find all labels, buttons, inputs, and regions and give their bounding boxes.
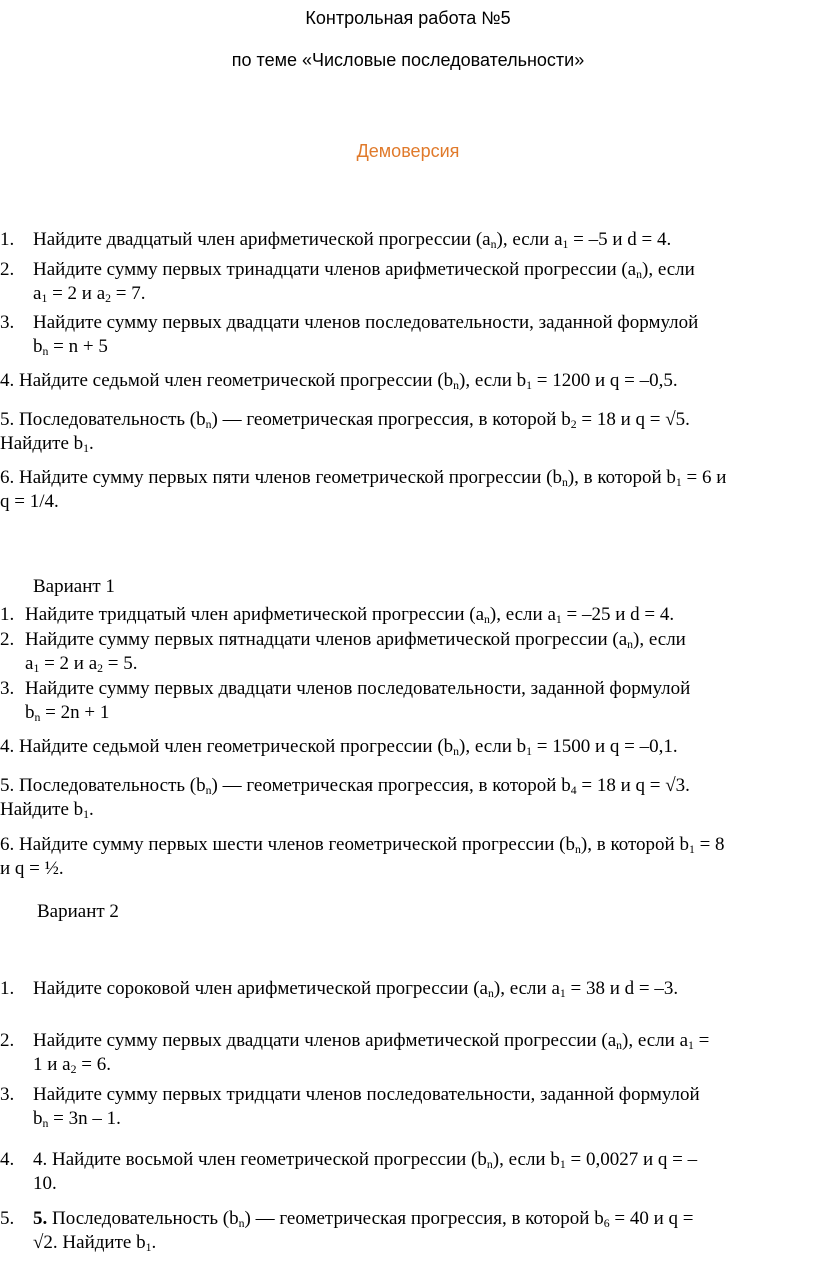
demo-version-label: Демоверсия <box>356 141 460 161</box>
task-text-cont: $b_n = n + 5$ <box>33 336 108 358</box>
task-text: 4. Найдите седьмой член геометрической прогрессии $(b_n)$, если $b_1 = 1500$ и q = –0,1. <box>0 736 678 758</box>
item-number: 2. <box>0 629 15 650</box>
task-text: Найдите сумму первых пятнадцати членов арифметической прогрессии $(a_n)$, если <box>25 629 686 651</box>
item-number: 5. <box>0 1208 15 1229</box>
item-number: 1. <box>0 978 15 999</box>
task-text-cont: 1 и $a_2 = 6$. <box>33 1054 111 1076</box>
task-text: Найдите сумму первых двадцати членов арифметической прогрессии $(a_n)$, если $a_1$ = <box>33 1030 710 1052</box>
task-text-cont: $a_1 = 2$ и $a_2 = 7$. <box>33 283 146 305</box>
task-text: 5. Последовательность $(b_n)$ — геометрическая прогрессия, в которой $b_4 = 18$ и q = √3. <box>0 775 690 797</box>
task-text-cont: 10. <box>33 1173 57 1194</box>
task-text: 6. Найдите сумму первых шести членов геометрической прогрессии $(b_n)$, в которой $b_1 = 8$ <box>0 834 725 856</box>
task-text: 6. Найдите сумму первых пяти членов геометрической прогрессии $(b_n)$, в которой $b_1 = 6$ и <box>0 467 727 489</box>
item-number: 3. <box>0 1084 15 1105</box>
task-text: Найдите сумму первых двадцати членов последовательности, заданной формулой <box>33 312 699 333</box>
task-text: 4. Найдите седьмой член геометрической прогрессии $(b_n)$, если $b_1 = 1200$ и q = –0,5. <box>0 370 678 392</box>
task-text: Найдите двадцатый член арифметической прогрессии $(a_n)$, если $a_1 = -5$ и d = 4. <box>33 229 672 251</box>
task-text: 5. Последовательность $(b_n)$ — геометрическая прогрессия, в которой $b_6 = 40$ и q = <box>33 1208 694 1230</box>
item-number: 2. <box>0 259 15 280</box>
item-number: 1. <box>0 229 15 250</box>
item-number: 1. <box>0 604 15 625</box>
task-text: Найдите сумму первых тридцати членов последовательности, заданной формулой <box>33 1084 700 1105</box>
task-text-cont: и q = ½. <box>0 858 64 879</box>
task-text-cont: $a_1 = 2$ и $a_2 = 5$. <box>25 653 138 675</box>
page-title: Контрольная работа №5 <box>305 8 511 28</box>
page-subtitle: по теме «Числовые последовательности» <box>231 50 585 70</box>
item-number: 4. <box>0 1149 15 1170</box>
task-text: Найдите сумму первых тринадцати членов арифметической прогрессии $(a_n)$, если <box>33 259 695 281</box>
task-text-cont: $b_n = 3n - 1$. <box>33 1108 121 1130</box>
variant-2-heading: Вариант 2 <box>37 901 119 922</box>
task-text: Найдите сумму первых двадцати членов последовательности, заданной формулой <box>25 678 691 699</box>
task-text-cont: Найдите $b_1$. <box>0 799 94 821</box>
task-text: Найдите сороковой член арифметической прогрессии $(a_n)$, если $a_1 = 38$ и d = –3. <box>33 978 679 1000</box>
item-number: 2. <box>0 1030 15 1051</box>
task-text: Найдите тридцатый член арифметической прогрессии $(a_n)$, если $a_1 = -25$ и d = 4. <box>25 604 675 626</box>
variant-1-heading: Вариант 1 <box>33 576 115 597</box>
task-text-cont: q = 1/4. <box>0 491 59 512</box>
item-number: 3. <box>0 678 15 699</box>
task-text: 4. Найдите восьмой член геометрической прогрессии $(b_n)$, если $b_1 = 0,0027$ и q = – <box>33 1149 698 1171</box>
task-text-cont: √2. Найдите $b_1$. <box>33 1232 157 1254</box>
task-text-cont: Найдите $b_1$. <box>0 433 94 455</box>
task-text-cont: $b_n = 2n + 1$ <box>25 702 110 724</box>
task-text: 5. Последовательность $(b_n)$ — геометрическая прогрессия, в которой $b_2 = 18$ и q = √5. <box>0 409 690 431</box>
item-number: 3. <box>0 312 15 333</box>
